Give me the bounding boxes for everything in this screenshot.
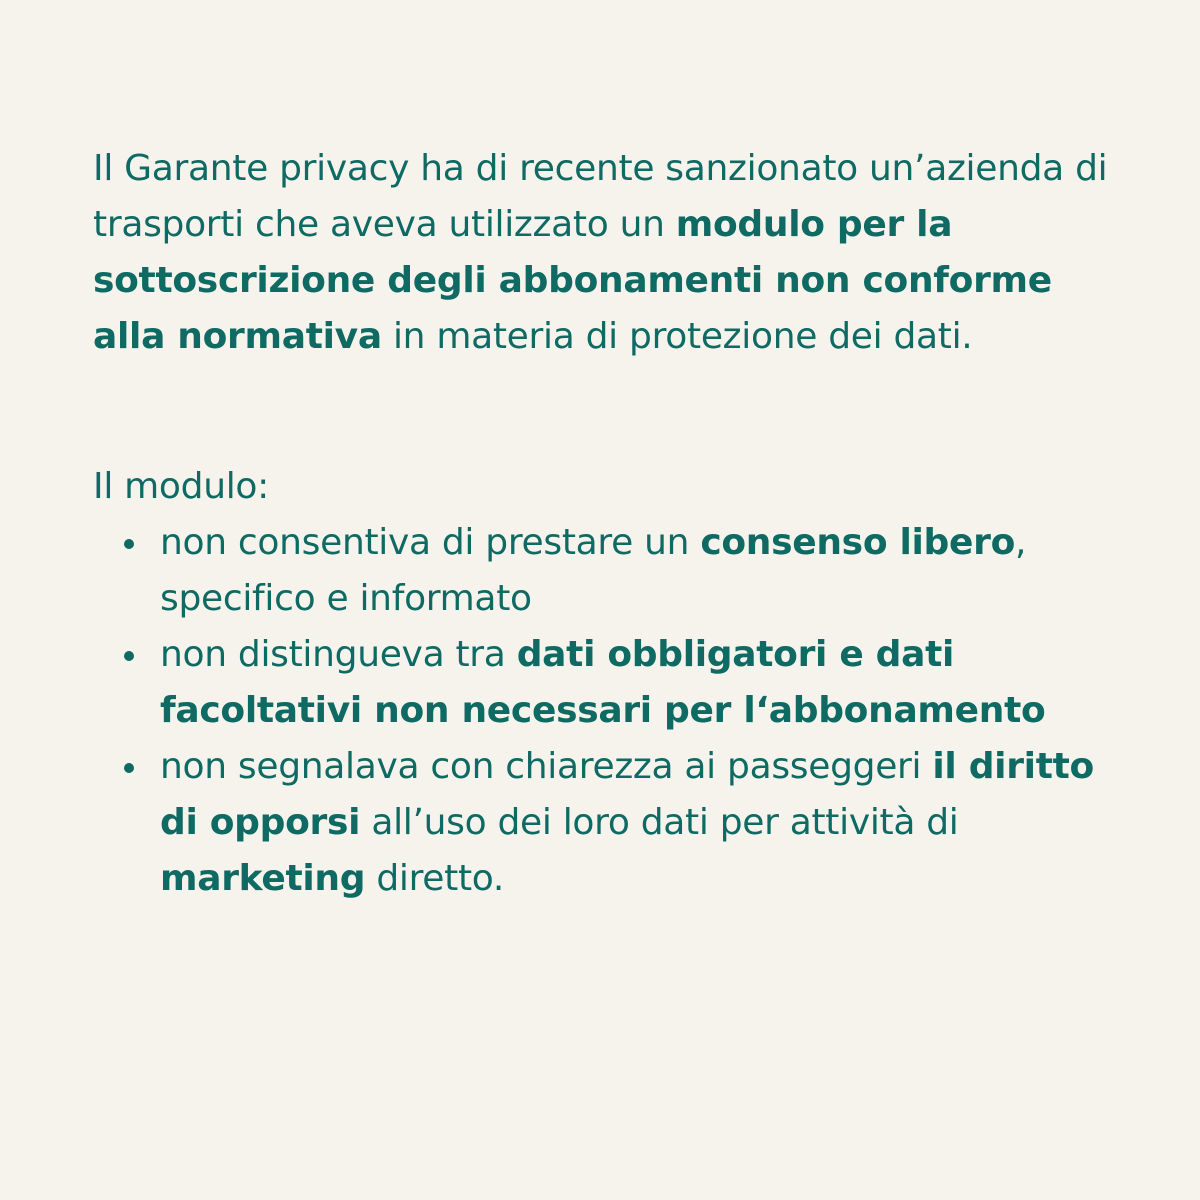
- bullet-3-text-3: diretto.: [365, 858, 505, 899]
- bullet-1-text-2: , specifico e informato: [160, 522, 1027, 619]
- bullet-3-text-1: non segnalava con chiarezza ai passeggeri: [160, 746, 933, 787]
- bullet-2-bold-1: dati obbligatori e dati facoltativi non necessari per l‘abbonamento: [160, 634, 1046, 731]
- bullet-3-bold-1: il diritto di opporsi: [160, 746, 1094, 843]
- bullet-1-text-1: non consentiva di prestare un: [160, 522, 701, 563]
- bullet-3-text-2: all’uso dei loro dati per attività di: [360, 802, 959, 843]
- bullet-item-data-types: [160, 627, 1140, 739]
- list-title: Il modulo:: [93, 466, 269, 507]
- post-content: [93, 141, 1133, 907]
- bullet-item-consent: [160, 515, 1140, 627]
- intro-text-2: in materia di protezione dei dati.: [381, 316, 973, 357]
- intro-paragraph: [93, 141, 1133, 365]
- bullet-3-bold-2: marketing: [160, 858, 366, 899]
- intro-text-1: Il Garante privacy ha di recente sanzionato un’azienda di trasporti che aveva utilizzato un: [93, 148, 1108, 245]
- intro-bold-1: modulo per la sottoscrizione degli abbonamenti non conforme alla normativa: [93, 204, 1052, 357]
- bullet-2-text-1: non distingueva tra: [160, 634, 517, 675]
- bullet-1-bold-1: consenso libero: [700, 522, 1016, 563]
- bullet-list: [93, 515, 1140, 907]
- bullet-item-opposition: [160, 739, 1140, 907]
